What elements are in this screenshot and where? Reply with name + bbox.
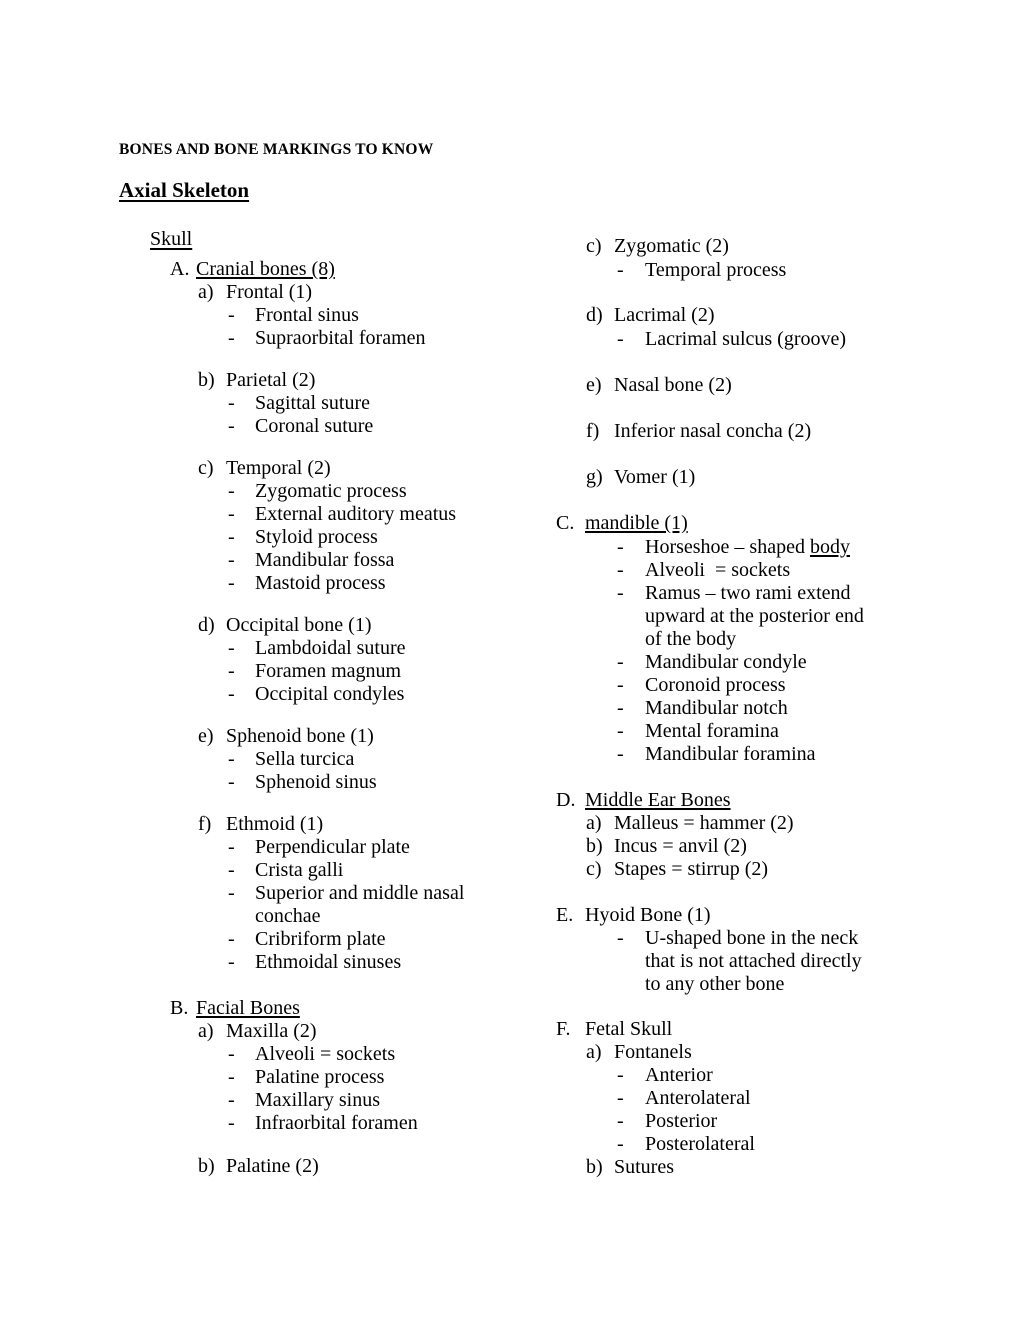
dash-marker: -	[228, 836, 235, 858]
outline-subitem	[228, 771, 377, 794]
outline-marker: F.	[556, 1018, 571, 1040]
outline-subitem	[617, 697, 788, 720]
dash-marker: -	[228, 503, 235, 525]
outline-label: Stapes = stirrup (2)	[614, 858, 769, 880]
dash-marker: -	[228, 859, 235, 881]
outline-label: Frontal (1)	[226, 281, 313, 303]
outline-label: Lacrimal (2)	[614, 304, 715, 326]
outline-continuation-line: to any other bone	[645, 973, 785, 995]
outline-label: Hyoid Bone (1)	[585, 904, 711, 926]
outline-label: Fontanels	[614, 1041, 692, 1063]
outline-item-sphenoid	[198, 725, 374, 748]
outline-subitem	[617, 559, 790, 582]
outline-marker: E.	[556, 904, 574, 926]
outline-label: Coronal suture	[255, 415, 374, 437]
outline-continuation-line: of the body	[645, 628, 737, 650]
outline-label: Maxillary sinus	[255, 1089, 380, 1111]
outline-subitem	[617, 743, 816, 766]
outline-subitem	[228, 549, 394, 572]
subsection-heading-skull: Skull	[150, 228, 193, 250]
outline-label: Maxilla (2)	[226, 1020, 317, 1042]
outline-item-vomer	[586, 466, 695, 489]
dash-marker: -	[228, 951, 235, 973]
outline-label: mandible (1)	[585, 512, 688, 534]
outline-item-sutures	[586, 1156, 674, 1179]
outline-label: Middle Ear Bones	[585, 789, 731, 811]
outline-subitem	[617, 1064, 713, 1087]
outline-label: Mandibular fossa	[255, 549, 395, 571]
outline-item-incus	[586, 835, 747, 858]
dash-marker: -	[228, 660, 235, 682]
outline-item-frontal	[198, 281, 312, 304]
outline-label: Zygomatic (2)	[614, 235, 729, 257]
outline-marker: c)	[198, 457, 214, 479]
outline-item-stapes	[586, 858, 768, 881]
outline-marker: b)	[198, 1155, 215, 1177]
outline-marker: c)	[586, 858, 602, 880]
dash-marker: -	[228, 882, 235, 904]
outline-label: Ethmoidal sinuses	[255, 951, 402, 973]
dash-marker: -	[228, 748, 235, 770]
outline-label: Mandibular foramina	[645, 743, 816, 765]
dash-marker: -	[617, 582, 624, 604]
outline-label: Lambdoidal suture	[255, 637, 406, 659]
outline-continuation-line: that is not attached directly	[645, 950, 862, 972]
outline-label: Infraorbital foramen	[255, 1112, 418, 1134]
dash-marker: -	[617, 720, 624, 742]
outline-label: Cranial bones (8)	[196, 258, 335, 280]
dash-marker: -	[617, 1087, 624, 1109]
outline-subitem	[617, 536, 850, 559]
dash-marker: -	[228, 480, 235, 502]
outline-label: Styloid process	[255, 526, 378, 548]
dash-marker: -	[228, 928, 235, 950]
outline-item-temporal	[198, 457, 331, 480]
outline-subitem	[617, 651, 807, 674]
outline-label: Frontal sinus	[255, 304, 359, 326]
dash-marker: -	[617, 674, 624, 696]
outline-subitem	[617, 927, 858, 950]
outline-item-palatine	[198, 1155, 319, 1178]
outline-marker: e)	[586, 374, 602, 396]
outline-subitem	[617, 674, 786, 697]
dash-marker: -	[617, 1133, 624, 1155]
outline-label: Posterolateral	[645, 1133, 755, 1155]
outline-label-emphasis: body	[809, 536, 850, 558]
outline-subitem	[228, 1066, 384, 1089]
outline-label: Foramen magnum	[255, 660, 402, 682]
outline-label: Alveoli = sockets	[645, 559, 791, 581]
dash-marker: -	[228, 392, 235, 414]
outline-marker: C.	[556, 512, 575, 534]
outline-subitem	[228, 882, 464, 905]
outline-marker: d)	[198, 614, 215, 636]
outline-label: Posterior	[645, 1110, 718, 1132]
outline-subitem	[228, 836, 410, 859]
outline-marker: f)	[586, 420, 600, 442]
dash-marker: -	[617, 1064, 624, 1086]
outline-label: Temporal process	[645, 259, 787, 281]
outline-marker: b)	[586, 1156, 603, 1178]
outline-label: Ramus – two rami extend	[645, 582, 851, 604]
outline-subitem	[228, 572, 386, 595]
outline-item-parietal	[198, 369, 315, 392]
outline-label: Incus = anvil (2)	[614, 835, 747, 857]
outline-label: Anterolateral	[645, 1087, 751, 1109]
outline-label: Sella turcica	[255, 748, 355, 770]
outline-subitem	[228, 415, 373, 438]
outline-label: Vomer (1)	[614, 466, 696, 488]
outline-group-a	[170, 258, 335, 281]
outline-subitem	[228, 660, 401, 683]
dash-marker: -	[617, 328, 624, 350]
outline-label: Supraorbital foramen	[255, 327, 426, 349]
outline-item-fontanels	[586, 1041, 692, 1064]
dash-marker: -	[228, 683, 235, 705]
outline-marker: D.	[556, 789, 576, 811]
outline-subitem	[228, 928, 386, 951]
dash-marker: -	[617, 536, 624, 558]
outline-label: Sphenoid sinus	[255, 771, 377, 793]
outline-item-lacrimal	[586, 304, 715, 327]
outline-continuation-line: upward at the posterior end	[645, 605, 864, 627]
outline-subitem	[617, 1133, 755, 1156]
outline-label: Anterior	[645, 1064, 713, 1086]
outline-label: Perpendicular plate	[255, 836, 410, 858]
outline-label: Palatine process	[255, 1066, 385, 1088]
dash-marker: -	[228, 1089, 235, 1111]
outline-label: Mental foramina	[645, 720, 779, 742]
dash-marker: -	[617, 651, 624, 673]
outline-label: Sagittal suture	[255, 392, 370, 414]
outline-item-ethmoid	[198, 813, 323, 836]
outline-label: Ethmoid (1)	[226, 813, 324, 835]
outline-marker: b)	[198, 369, 215, 391]
outline-subitem	[228, 637, 406, 660]
outline-subitem	[228, 526, 378, 549]
dash-marker: -	[228, 526, 235, 548]
section-heading-axial-skeleton: Axial Skeleton	[119, 178, 250, 202]
outline-subitem	[228, 748, 354, 771]
outline-item-malleus	[586, 812, 794, 835]
dash-marker: -	[228, 415, 235, 437]
outline-marker: b)	[586, 835, 603, 857]
dash-marker: -	[617, 697, 624, 719]
outline-subitem	[617, 259, 786, 282]
outline-item-maxilla	[198, 1020, 317, 1043]
dash-marker: -	[617, 1110, 624, 1132]
outline-group-b	[170, 997, 300, 1020]
outline-marker: f)	[198, 813, 212, 835]
outline-label: Mandibular notch	[645, 697, 788, 719]
dash-marker: -	[228, 1043, 235, 1065]
outline-subitem	[228, 480, 407, 503]
dash-marker: -	[617, 559, 624, 581]
outline-marker: c)	[586, 235, 602, 257]
outline-marker: A.	[170, 258, 190, 280]
outline-group-c	[556, 512, 688, 535]
outline-label: External auditory meatus	[255, 503, 457, 525]
outline-marker: d)	[586, 304, 603, 326]
outline-subitem	[617, 720, 779, 743]
dash-marker: -	[228, 771, 235, 793]
outline-subitem	[617, 328, 846, 351]
outline-subitem	[228, 1112, 418, 1135]
outline-label: U-shaped bone in the neck	[645, 927, 859, 949]
outline-item-occipital	[198, 614, 372, 637]
outline-marker: a)	[198, 1020, 214, 1042]
outline-group-e	[556, 904, 711, 927]
outline-label: Parietal (2)	[226, 369, 316, 391]
dash-marker: -	[228, 327, 235, 349]
outline-marker: a)	[586, 812, 602, 834]
dash-marker: -	[228, 549, 235, 571]
dash-marker: -	[617, 259, 624, 281]
outline-item-nasal-bone	[586, 374, 732, 397]
dash-marker: -	[228, 1112, 235, 1134]
dash-marker: -	[228, 572, 235, 594]
outline-label: Horseshoe – shaped	[645, 536, 810, 558]
outline-subitem	[228, 1043, 395, 1066]
outline-label: Cribriform plate	[255, 928, 386, 950]
outline-label: Occipital condyles	[255, 683, 405, 705]
outline-subitem	[228, 304, 359, 327]
outline-label: Temporal (2)	[226, 457, 331, 479]
outline-subitem	[617, 582, 851, 605]
outline-label: Lacrimal sulcus (groove)	[645, 328, 847, 350]
outline-subitem	[228, 951, 401, 974]
outline-label: Occipital bone (1)	[226, 614, 372, 636]
outline-continuation-line: conchae	[255, 905, 321, 927]
outline-label: Superior and middle nasal	[255, 882, 465, 904]
outline-label: Palatine (2)	[226, 1155, 319, 1177]
dash-marker: -	[228, 1066, 235, 1088]
outline-marker: a)	[586, 1041, 602, 1063]
outline-label: Mastoid process	[255, 572, 386, 594]
outline-group-d	[556, 789, 731, 812]
dash-marker: -	[228, 637, 235, 659]
dash-marker: -	[228, 304, 235, 326]
outline-label: Fetal Skull	[585, 1018, 673, 1040]
outline-subitem	[617, 1087, 751, 1110]
outline-subitem	[228, 327, 426, 350]
outline-item-zygomatic	[586, 235, 729, 258]
outline-label: Sphenoid bone (1)	[226, 725, 374, 747]
outline-label: Crista galli	[255, 859, 344, 881]
outline-subitem	[228, 859, 343, 882]
outline-label: Malleus = hammer (2)	[614, 812, 794, 834]
outline-subitem	[228, 683, 404, 706]
outline-label: Nasal bone (2)	[614, 374, 732, 396]
outline-label: Mandibular condyle	[645, 651, 807, 673]
outline-label: Facial Bones	[196, 997, 300, 1019]
outline-label: Inferior nasal concha (2)	[614, 420, 812, 442]
dash-marker: -	[617, 927, 624, 949]
outline-subitem	[228, 392, 370, 415]
outline-group-f	[556, 1018, 672, 1041]
outline-item-inferior-nasal-concha	[586, 420, 811, 443]
outline-marker: g)	[586, 466, 603, 488]
dash-marker: -	[617, 743, 624, 765]
outline-label: Coronoid process	[645, 674, 786, 696]
document-title: BONES AND BONE MARKINGS TO KNOW	[119, 141, 434, 158]
outline-subitem	[228, 1089, 380, 1112]
outline-label: Zygomatic process	[255, 480, 407, 502]
outline-label: Alveoli = sockets	[255, 1043, 396, 1065]
outline-label: Sutures	[614, 1156, 674, 1178]
outline-subitem	[617, 1110, 717, 1133]
outline-marker: a)	[198, 281, 214, 303]
outline-marker: e)	[198, 725, 214, 747]
outline-subitem	[228, 503, 456, 526]
outline-marker: B.	[170, 997, 189, 1019]
